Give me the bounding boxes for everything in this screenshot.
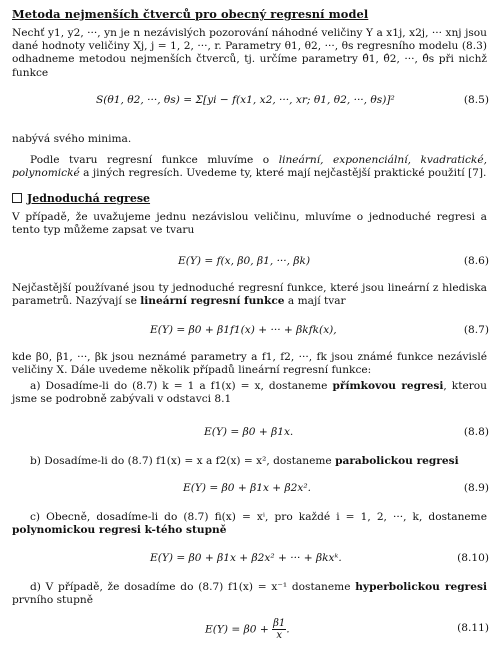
equation-8-11 — [0, 616, 499, 642]
fraction-numerator: β1 — [273, 618, 286, 629]
linear-function-paragraph — [12, 282, 487, 308]
case-a-end: , kterou jsme se podrobně zabývali v odstavci 8.1 — [12, 380, 487, 406]
equation-8-5-number: (8.5) — [463, 94, 489, 106]
case-d-end: prvního stupně — [12, 594, 93, 607]
case-b-paragraph — [12, 455, 487, 468]
case-b-term: parabolickou regresi — [335, 455, 459, 467]
case-a-paragraph — [12, 380, 487, 406]
checkbox-icon — [12, 193, 22, 203]
equation-8-8-math: E(Y) = β0 + β1x. — [204, 426, 294, 438]
equation-8-8-number: (8.8) — [463, 426, 489, 438]
equation-8-11-number: (8.11) — [457, 622, 489, 634]
equation-8-9-math: E(Y) = β0 + β1x + β2x². — [183, 482, 311, 494]
regression-types-list: lineární, exponenciální, kvadratické, polynomické — [12, 154, 487, 180]
equation-8-5-math: S(θ1, θ2, ···, θs) = Σ[yi − f(x1, x2, ···, xr; θ1, θ2, ···, θs)]² — [96, 94, 395, 106]
equation-8-7-number: (8.7) — [463, 324, 489, 336]
fraction-denominator: x — [276, 630, 282, 641]
case-a-term: přímkovou regresi — [332, 380, 444, 392]
case-d-term: hyperbolickou regresi — [355, 581, 487, 593]
linear-function-term: lineární regresní funkce — [140, 295, 285, 308]
case-b-start: b) Dosadíme-li do (8.7) f1(x) = x a f2(x) = x², dostaneme — [30, 455, 336, 467]
equation-8-9-number: (8.9) — [463, 482, 489, 494]
equation-8-6-math: E(Y) = f(x, β0, β1, ···, βk) — [178, 255, 311, 267]
equation-8-7-math: E(Y) = β0 + β1f1(x) + ··· + βkfk(x), — [150, 324, 337, 336]
equation-8-11-math: E(Y) = β0 + $\frac{\beta 1}{x}$ . — [205, 618, 290, 641]
equation-8-10-math: E(Y) = β0 + β1x + β2x² + ··· + βkxᵏ. — [150, 552, 342, 564]
equation-8-8 — [0, 426, 499, 444]
linear-function-end: a mají tvar — [284, 295, 346, 308]
minimum-sentence: nabývá svého minima. — [12, 133, 132, 145]
subsection-title — [12, 192, 150, 205]
case-c-term: polynomickou regresi k-tého stupně — [12, 524, 227, 537]
case-d-start: d) V případě, že dosadíme do (8.7) f1(x) = x⁻¹ dostaneme — [30, 581, 356, 593]
parameters-paragraph: kde β0, β1, ···, βk jsou neznámé parametry a f1, f2, ···, fk jsou známé funkce nezávislé veličiny X. Dále uvedeme několik případů lineární regresní funkce: — [12, 351, 487, 377]
equation-8-9 — [0, 482, 499, 500]
regression-types-paragraph — [12, 154, 487, 180]
equation-8-11-lhs: E(Y) = β0 + — [205, 623, 269, 636]
linear-function-start: Nejčastější používané jsou ty jednoduché regresní funkce, které jsou lineární z hlediska parametrů. Nazývají se — [12, 282, 487, 308]
equation-8-10-number: (8.10) — [457, 552, 489, 564]
equation-8-11-fraction — [272, 618, 286, 641]
regression-types-end: a jiných regresích. Uvedeme ty, které mají nejčastější praktické použití [7]. — [79, 167, 487, 180]
subsection-title-text: Jednoduchá regrese — [27, 192, 151, 205]
equation-8-6 — [0, 255, 499, 273]
regression-types-start: Podle tvaru regresní funkce mluvíme o — [30, 154, 279, 166]
equation-8-7 — [0, 324, 499, 342]
section-title: Metoda nejmenších čtverců pro obecný regresní model — [12, 7, 369, 21]
equation-8-10 — [0, 552, 499, 570]
case-c-paragraph — [12, 511, 487, 537]
equation-8-6-number: (8.6) — [463, 255, 489, 267]
equation-8-5 — [0, 94, 499, 112]
intro-paragraph: Nechť y1, y2, ···, yn je n nezávislých pozorování náhodné veličiny Y a x1j, x2j, ··· xnj jsou dané hodnoty veličiny Xj, j = 1, 2, ···, r. Parametry θ1, θ2, ···, θs regresního modelu (8.3) odhadneme metodou nejmenších čtverců, tj. určíme parametry θ̂1, θ̂2, ···, θ̂s při nichž funkce — [12, 27, 487, 79]
case-c-start: c) Obecně, dosadíme-li do (8.7) fi(x) = xⁱ, pro každé i = 1, 2, ···, k, dostaneme — [30, 511, 487, 523]
simple-intro-paragraph: V případě, že uvažujeme jednu nezávislou veličinu, mluvíme o jednoduché regresi a tento typ můžeme zapsat ve tvaru — [12, 211, 487, 237]
case-d-paragraph — [12, 581, 487, 607]
case-a-start: a) Dosadíme-li do (8.7) k = 1 a f1(x) = x, dostaneme — [30, 380, 333, 392]
